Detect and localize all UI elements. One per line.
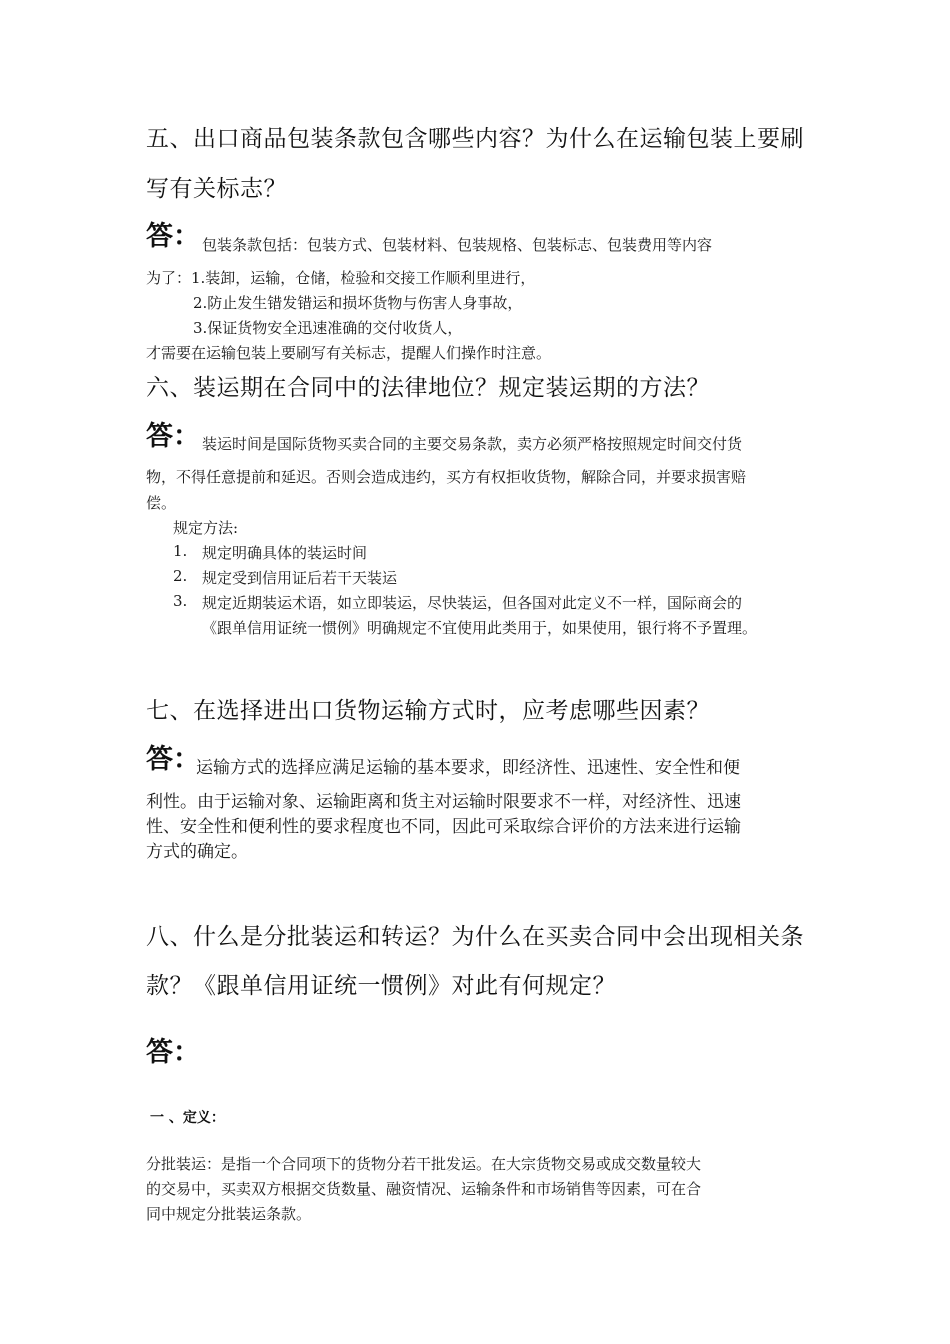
q7-answer-label: 答： [146, 744, 200, 775]
q6-method-3-text: 规定近期装运术语，如立即装运，尽快装运，但各国对此定义不一样，国际商会的 [202, 594, 743, 612]
q7-answer-line-1: 运输方式的选择应满足运输的基本要求，即经济性、迅速性、安全性和便 [196, 758, 740, 778]
q7-answer-line-3: 性、安全性和便利性的要求程度也不同，因此可采取综合评价的方法来进行运输 [146, 817, 741, 837]
q5-reason-2: 2.防止发生错发错运和损坏货物与伤害人身事故， [193, 294, 523, 312]
q6-answer-line-2: 物，不得任意提前和延迟。否则会造成违约，买方有权拒收货物，解除合同，并要求损害赔 [146, 468, 747, 486]
q6-method-1-text: 规定明确具体的装运时间 [202, 544, 368, 562]
q6-method-2-num: 2. [173, 567, 188, 585]
q8-section-label: 一 、定义： [150, 1110, 225, 1126]
q8-definition-line-1: 分批装运：是指一个合同项下的货物分若干批发运。在大宗货物交易或成交数量较大 [146, 1155, 702, 1173]
q7-title: 七、在选择进出口货物运输方式时，应考虑哪些因素？ [146, 698, 710, 724]
q7-answer-line-2: 利性。由于运输对象、运输距离和货主对运输时限要求不一样，对经济性、迅速 [146, 792, 741, 812]
q5-answer-label: 答： [146, 221, 200, 252]
q8-title-line1: 八、什么是分批装运和转运？为什么在买卖合同中会出现相关条 [146, 924, 804, 950]
q5-answer-intro: 包装条款包括：包装方式、包装材料、包装规格、包装标志、包装费用等内容 [202, 236, 713, 254]
q6-method-3-num: 3. [173, 592, 188, 610]
q8-definition-line-3: 同中规定分批装运条款。 [146, 1205, 312, 1223]
q7-answer-line-4: 方式的确定。 [146, 842, 248, 862]
q6-methods-label: 规定方法: [173, 519, 239, 537]
q6-title: 六、装运期在合同中的法律地位？规定装运期的方法？ [146, 375, 710, 401]
q8-definition-line-2: 的交易中，买卖双方根据交货数量、融资情况、运输条件和市场销售等因素，可在合 [146, 1180, 702, 1198]
q5-reason-3: 3.保证货物安全迅速准确的交付收货人， [193, 319, 463, 337]
q6-method-1-num: 1. [173, 542, 188, 560]
q8-title-line2: 款？《跟单信用证统一惯例》对此有何规定？ [146, 973, 616, 999]
q5-reason-1: 为了：1.装卸，运输，仓储，检验和交接工作顺利里进行， [146, 269, 536, 287]
q6-answer-line-1: 装运时间是国际货物买卖合同的主要交易条款，卖方必须严格按照规定时间交付货 [202, 435, 743, 453]
q5-conclusion: 才需要在运输包装上要刷写有关标志，提醒人们操作时注意。 [146, 344, 552, 362]
q8-answer-label: 答： [146, 1037, 200, 1068]
q6-answer-line-3: 偿。 [146, 494, 177, 512]
q5-title-line1: 五、出口商品包装条款包含哪些内容？为什么在运输包装上要刷 [146, 126, 804, 152]
q6-answer-label: 答： [146, 421, 200, 452]
q5-title-line2: 写有关标志？ [146, 176, 287, 202]
q6-method-3-cont: 《跟单信用证统一惯例》明确规定不宜使用此类用于，如果使用，银行将不予置理。 [202, 619, 758, 637]
q6-method-2-text: 规定受到信用证后若干天装运 [202, 569, 398, 587]
